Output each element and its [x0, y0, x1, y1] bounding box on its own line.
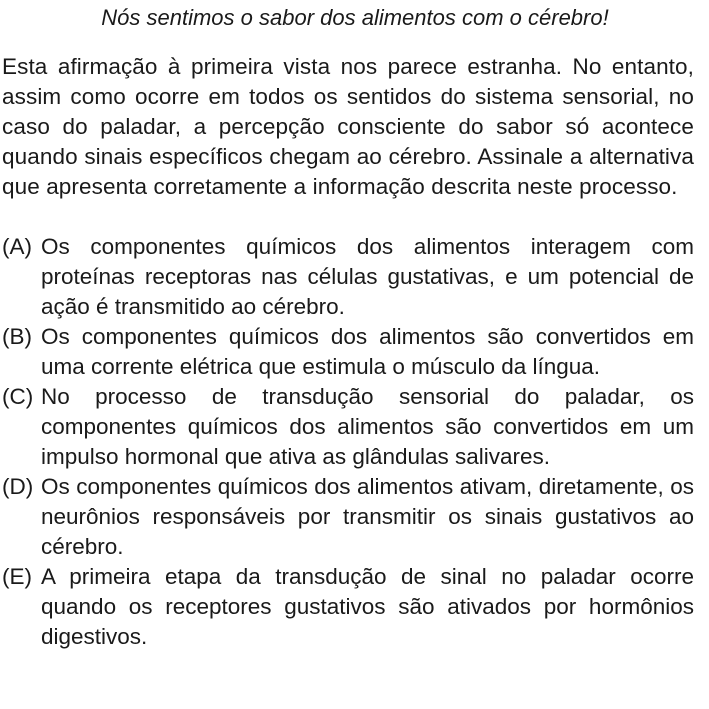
option-text: A primeira etapa da transdução de sinal no paladar ocorre quando os receptores gustativos são ativados por hormônios digestivos. — [41, 564, 694, 649]
option-letter: (B) — [2, 324, 32, 349]
option-text: No processo de transdução sensorial do paladar, os componentes químicos dos alimentos são convertidos em um impulso hormonal que ativa as glândulas salivares. — [41, 384, 694, 469]
option-b — [2, 322, 694, 382]
option-letter: (C) — [2, 384, 34, 409]
option-a — [2, 232, 694, 322]
option-letter: (D) — [2, 474, 34, 499]
option-letter: (A) — [2, 234, 32, 259]
option-text: Os componentes químicos dos alimentos ativam, diretamente, os neurônios responsáveis por transmitir os sinais gustativos ao cérebro. — [41, 474, 694, 559]
question-stem: Esta afirmação à primeira vista nos parece estranha. No entanto, assim como ocorre em todos os sentidos do sistema sensorial, no caso do paladar, a percepção consciente do sabor só acontece quando sinais específicos chegam ao cérebro. Assinale a alternativa que apresenta corretamente a informação descrita neste processo. — [2, 54, 694, 199]
option-text: Os componentes químicos dos alimentos interagem com proteínas receptoras nas células gustativas, e um potencial de ação é transmitido ao cérebro. — [41, 234, 694, 319]
option-c — [2, 382, 694, 472]
option-d — [2, 472, 694, 562]
option-letter: (E) — [2, 564, 32, 589]
option-e — [2, 562, 694, 652]
question-title: Nós sentimos o sabor dos alimentos com o cérebro! — [101, 5, 609, 30]
question-page — [2, 4, 694, 652]
option-text: Os componentes químicos dos alimentos são convertidos em uma corrente elétrica que estimula o músculo da língua. — [41, 324, 694, 379]
answer-options — [2, 232, 694, 652]
